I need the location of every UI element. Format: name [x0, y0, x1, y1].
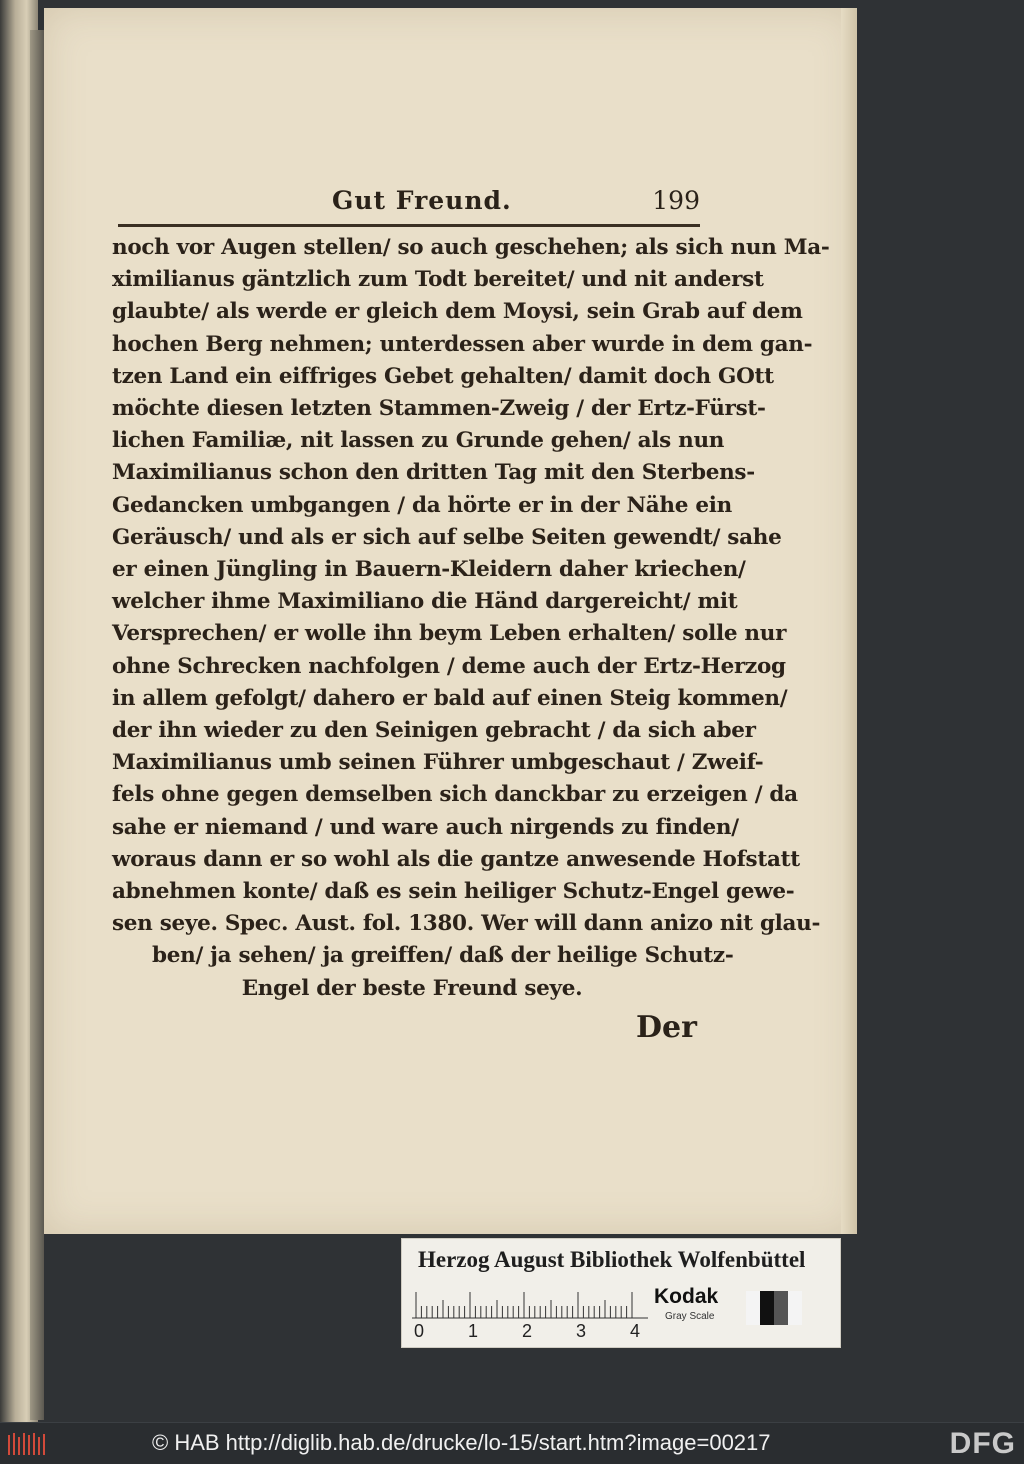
gray-swatches: [746, 1291, 802, 1325]
library-name: Herzog August Bibliothek Wolfenbüttel: [418, 1247, 806, 1272]
swatch-white-2: [788, 1291, 802, 1325]
dfg-logo: DFG: [949, 1427, 1016, 1460]
text-line: ben/ ja sehen/ ja greiffen/ daß der heilige Schutz-: [152, 943, 734, 969]
ruler-number: 1: [468, 1321, 479, 1341]
text-line: sahe er niemand / und ware auch nirgends zu finden/: [112, 814, 739, 840]
ruler-number: 3: [576, 1321, 587, 1341]
copyright-link[interactable]: © HAB http://diglib.hab.de/drucke/lo-15/start.htm?image=00217: [152, 1430, 771, 1455]
text-line: ohne Schrecken nachfolgen / deme auch der Ertz-Herzog: [112, 653, 786, 679]
text-line: lichen Familiæ, nit lassen zu Grunde gehen/ als nun: [112, 428, 725, 454]
text-line: ximilianus gäntzlich zum Todt bereitet/ und nit anderst: [112, 267, 764, 293]
text-line: Engel der beste Freund seye.: [241, 975, 583, 1001]
ruler-number: 0: [414, 1321, 425, 1341]
kodak-logo: Kodak: [654, 1285, 719, 1308]
text-line: der ihn wieder zu den Seinigen gebracht / da sich aber: [112, 718, 756, 744]
text-line: möchte diesen letzten Stammen-Zweig / der Ertz-Fürst-: [112, 396, 766, 422]
text-line: woraus dann er so wohl als die gantze anwesende Hofstatt: [112, 846, 800, 872]
swatch-white: [746, 1291, 760, 1325]
header-rule: [118, 224, 700, 227]
text-line: Versprechen/ er wolle ihn beym Leben erhalten/ solle nur: [112, 621, 787, 647]
ruler-number: 2: [522, 1321, 533, 1341]
catchword: Der: [636, 1010, 697, 1045]
ruler-ticks: [412, 1289, 648, 1319]
text-line: er einen Jüngling in Bauern-Kleidern daher kriechen/: [112, 557, 746, 583]
text-line: tzen Land ein eiffriges Gebet gehalten/ damit doch GOtt: [112, 363, 774, 389]
swatch-black: [760, 1291, 774, 1325]
text-line: Geräusch/ und als er sich auf selbe Seiten gewendt/ sahe: [112, 524, 782, 550]
text-line: in allem gefolgt/ dahero er bald auf einen Steig kommen/: [112, 685, 788, 711]
library-color-card: [401, 1238, 841, 1348]
binding-shadow: [30, 30, 44, 1420]
text-line: sen seye. Spec. Aust. fol. 1380. Wer will dann anizo nit glau-: [112, 911, 821, 937]
gray-scale-label: Gray Scale: [665, 1311, 715, 1322]
text-line: welcher ihme Maximiliano die Händ dargereicht/ mit: [112, 589, 738, 615]
text-line: hochen Berg nehmen; unterdessen aber wurde in dem gan-: [112, 331, 813, 357]
text-line: noch vor Augen stellen/ so auch geschehen; als sich nun Ma-: [112, 235, 830, 260]
running-head: [120, 186, 700, 226]
swatch-dark-gray: [774, 1291, 788, 1325]
text-line: abnehmen konte/ daß es sein heiliger Schutz-Engel gewe-: [112, 879, 795, 905]
ruler-numbers: [412, 1321, 652, 1343]
ruler-number: 4: [630, 1321, 641, 1341]
body-text: [112, 232, 830, 1005]
text-line: Maximilianus umb seinen Führer umbgeschaut / Zweif-: [112, 750, 764, 776]
text-line: glaubte/ als werde er gleich dem Moysi, sein Grab auf dem: [112, 299, 803, 325]
hab-logo-icon: [6, 1431, 48, 1457]
viewer-footer: [0, 1422, 1024, 1464]
page-right-edge: [841, 8, 857, 1234]
text-line: Maximilianus schon den dritten Tag mit den Sterbens-: [112, 460, 755, 486]
cm-ruler: [412, 1289, 648, 1319]
text-line: Gedancken umbgangen / da hörte er in der Nähe ein: [112, 492, 732, 518]
text-line: fels ohne gegen demselben sich danckbar zu erzeigen / da: [112, 782, 798, 808]
running-title: Gut Freund.: [332, 186, 512, 215]
page-number: 199: [652, 186, 700, 215]
